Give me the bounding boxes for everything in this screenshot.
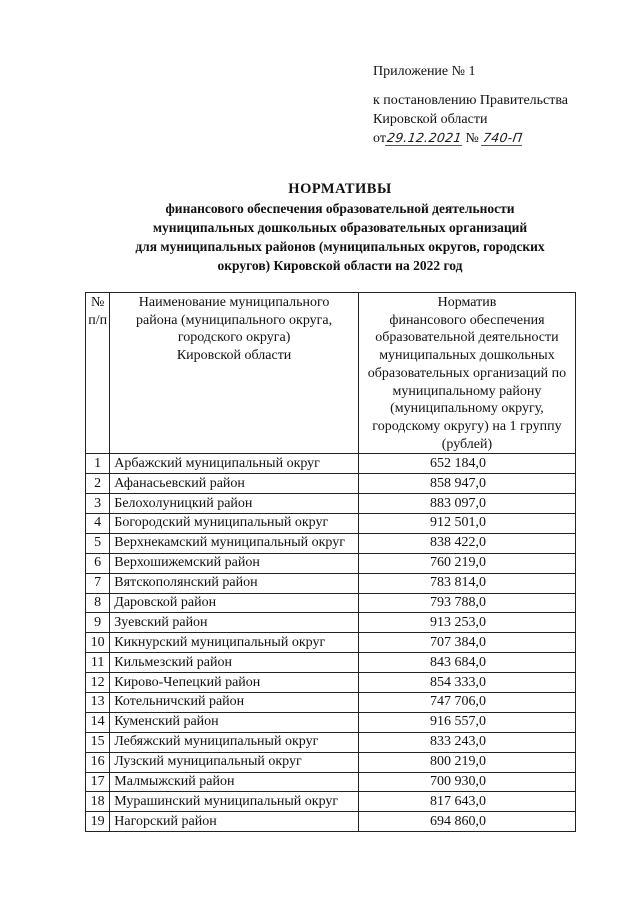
table-row [86,474,576,494]
row-number: 18 [86,792,110,812]
row-value: 707 384,0 [358,633,575,653]
row-number: 19 [86,812,110,832]
row-name: Зуевский район [110,613,359,633]
row-value: 912 501,0 [358,514,575,534]
row-name: Нагорский район [110,812,359,832]
document-title-block [100,180,580,275]
row-name: Арбажский муниципальный округ [110,454,359,474]
handwritten-number: 740-П [481,130,524,145]
row-name: Кильмезский район [110,653,359,673]
row-value: 800 219,0 [358,752,575,772]
row-number: 8 [86,593,110,613]
table-row [86,732,576,752]
subtitle-line: округов) Кировской области на 2022 год [217,258,463,273]
row-name: Лебяжский муниципальный округ [110,732,359,752]
row-name: Верхошижемский район [110,553,359,573]
row-number: 1 [86,454,110,474]
row-name: Богородский муниципальный округ [110,514,359,534]
table-row [86,573,576,593]
row-number: 15 [86,732,110,752]
appendix-date-line [373,129,568,148]
row-number: 5 [86,533,110,553]
table-row [86,712,576,732]
row-value: 913 253,0 [358,613,575,633]
row-number: 11 [86,653,110,673]
table-row [86,693,576,713]
row-value: 916 557,0 [358,712,575,732]
header-name: Наименование муниципального района (муниципального округа, городского округа) Кировской области [110,293,359,454]
subtitle-line: муниципальных дошкольных образовательных организаций [152,220,528,235]
row-value: 843 684,0 [358,653,575,673]
row-value: 817 643,0 [358,792,575,812]
table-row [86,792,576,812]
appendix-block [373,62,568,148]
row-number: 3 [86,494,110,514]
from-prefix: от [373,131,386,146]
row-name: Куменский район [110,712,359,732]
row-name: Кирово-Чепецкий район [110,673,359,693]
document-heading: НОРМАТИВЫ [288,181,392,197]
row-name: Верхнекамский муниципальный округ [110,533,359,553]
appendix-title: Приложение № 1 [373,64,476,79]
subtitle-line: для муниципальных районов (муниципальных округов, городских [135,239,545,254]
row-number: 14 [86,712,110,732]
header-norm: Норматив финансового обеспечения образовательной деятельности муниципальных дошкольных образовательных организаций по муниципальному району (муниципальному округу, городскому округу) на 1 группу (рублей) [358,293,575,454]
row-number: 4 [86,514,110,534]
row-name: Вятскополянский район [110,573,359,593]
row-name: Мурашинский муниципальный округ [110,792,359,812]
table-row [86,533,576,553]
number-prefix: № [465,131,479,146]
row-number: 6 [86,553,110,573]
table-row [86,454,576,474]
table-row [86,593,576,613]
table-row [86,553,576,573]
subtitle-line: финансового обеспечения образовательной деятельности [165,201,515,216]
row-name: Котельничский район [110,693,359,713]
table-row [86,613,576,633]
handwritten-date: 29.12.2021 [386,130,463,145]
row-name: Белохолуницкий район [110,494,359,514]
row-value: 883 097,0 [358,494,575,514]
row-number: 12 [86,673,110,693]
table-row [86,514,576,534]
table-row [86,772,576,792]
table-row [86,633,576,653]
table-row [86,752,576,772]
row-number: 2 [86,474,110,494]
appendix-line-2: Кировской области [373,112,488,127]
row-number: 16 [86,752,110,772]
row-number: 7 [86,573,110,593]
table-header-row [86,293,576,454]
row-name: Даровской район [110,593,359,613]
row-number: 10 [86,633,110,653]
table-row [86,494,576,514]
row-name: Афанасьевский район [110,474,359,494]
table-row [86,673,576,693]
appendix-line-1: к постановлению Правительства [373,93,569,108]
row-value: 747 706,0 [358,693,575,713]
row-number: 13 [86,693,110,713]
row-value: 793 788,0 [358,593,575,613]
row-value: 700 930,0 [358,772,575,792]
row-name: Малмыжский район [110,772,359,792]
row-value: 783 814,0 [358,573,575,593]
row-value: 838 422,0 [358,533,575,553]
row-value: 652 184,0 [358,454,575,474]
row-value: 833 243,0 [358,732,575,752]
row-name: Лузский муниципальный округ [110,752,359,772]
table-row [86,653,576,673]
norms-table [85,292,576,832]
row-number: 17 [86,772,110,792]
table-row [86,812,576,832]
row-value: 858 947,0 [358,474,575,494]
row-value: 694 860,0 [358,812,575,832]
row-name: Кикнурский муниципальный округ [110,633,359,653]
row-number: 9 [86,613,110,633]
row-value: 854 333,0 [358,673,575,693]
header-number: № п/п [86,293,110,454]
row-value: 760 219,0 [358,553,575,573]
